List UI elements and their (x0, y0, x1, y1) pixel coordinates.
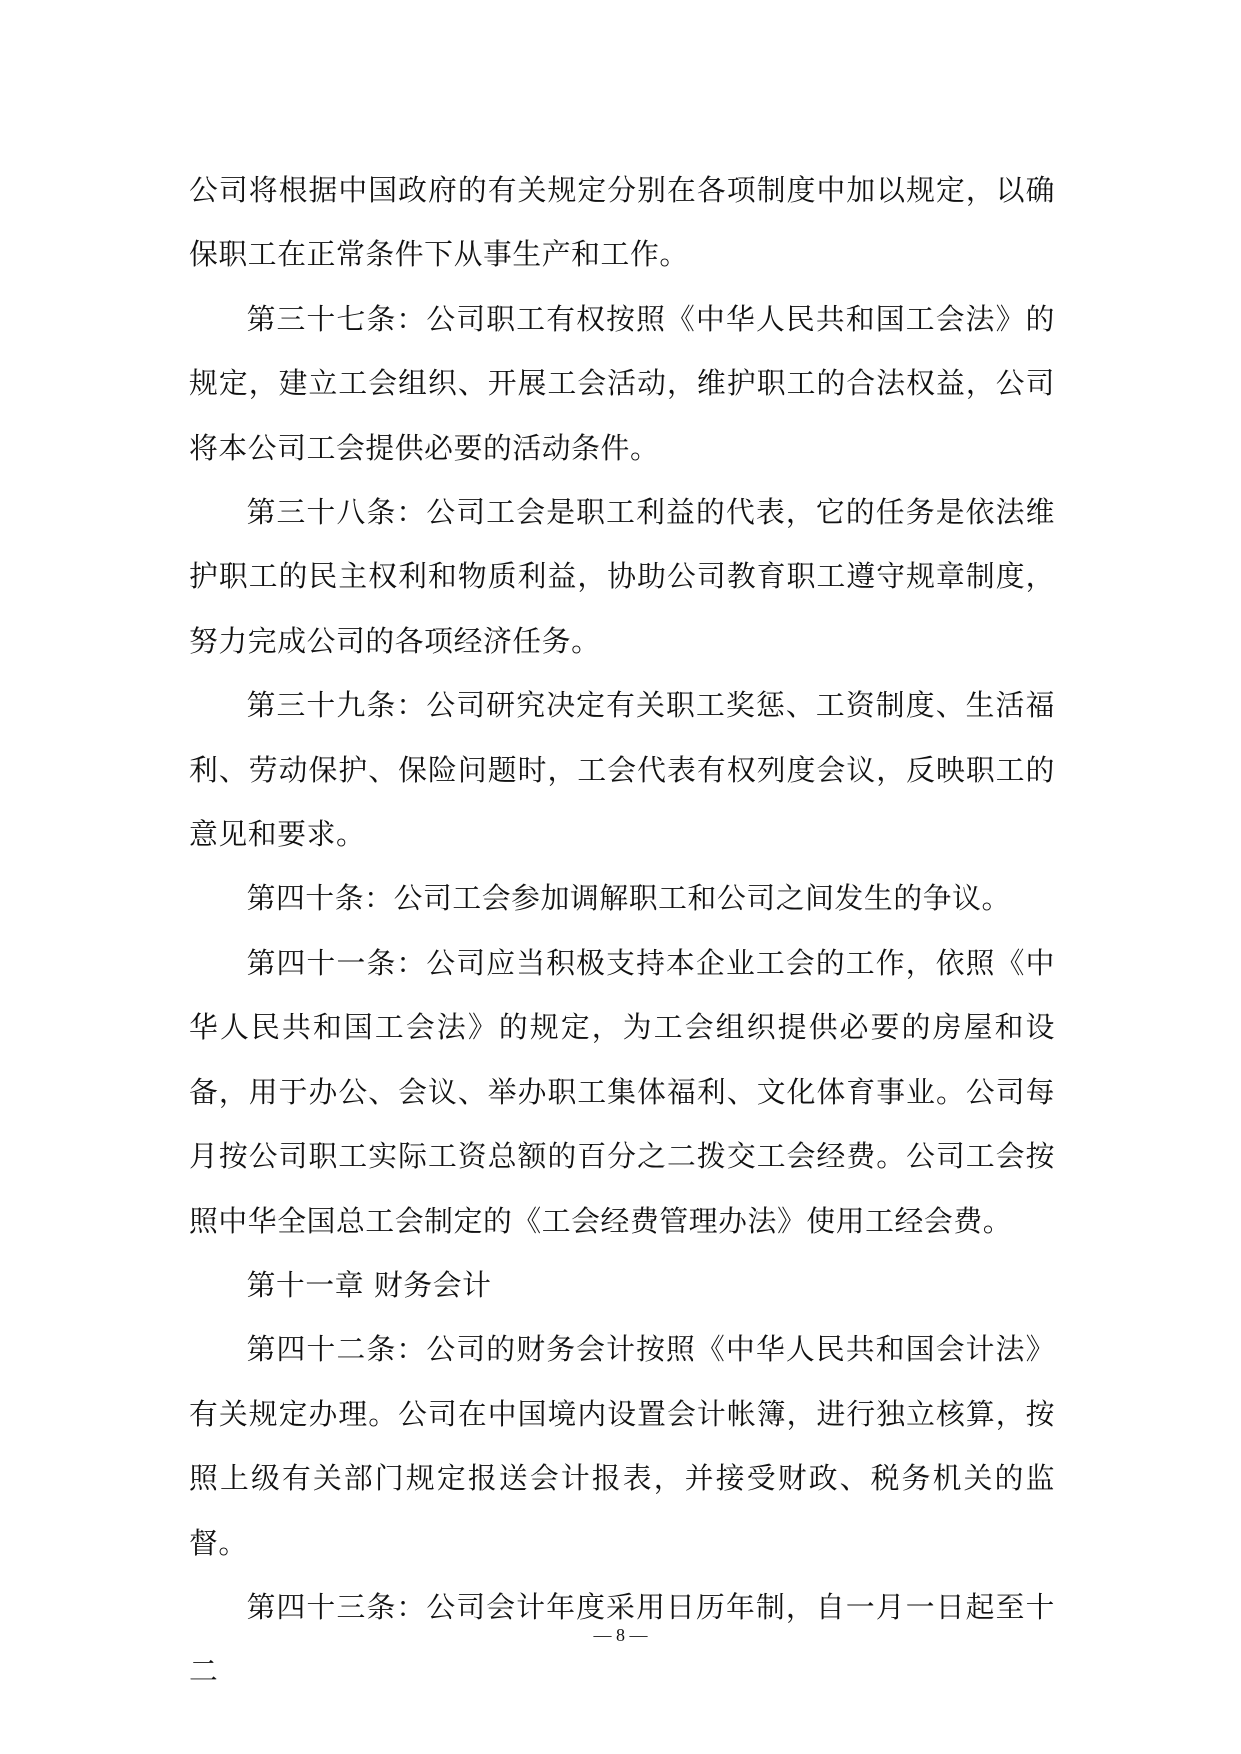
paragraph-continuation: 公司将根据中国政府的有关规定分别在各项制度中加以规定，以确保职工在正常条件下从事生产和工作。 (189, 173, 1055, 272)
article-39: 第三十九条：公司研究决定有关职工奖惩、工资制度、生活福利、劳动保护、保险问题时，工会代表有权列度会议，反映职工的意见和要求。 (189, 688, 1055, 852)
article-43: 第四十三条：公司会计年度采用日历年制，自一月一日起至十二 (189, 1589, 1055, 1689)
article-42: 第四十二条：公司的财务会计按照《中华人民共和国会计法》有关规定办理。公司在中国境内设置会计帐簿，进行独立核算，按照上级有关部门规定报送会计报表，并接受财政、税务机关的监督。 (189, 1332, 1055, 1560)
article-37: 第三十七条：公司职工有权按照《中华人民共和国工会法》的规定，建立工会组织、开展工会活动，维护职工的合法权益，公司将本公司工会提供必要的活动条件。 (189, 301, 1055, 465)
document-body (189, 158, 1055, 1704)
article-41: 第四十一条：公司应当积极支持本企业工会的工作，依照《中华人民共和国工会法》的规定，为工会组织提供必要的房屋和设备，用于办公、会议、举办职工集体福利、文化体育事业。公司每月按公司职工实际工资总额的百分之二拨交工会经费。公司工会按照中华全国总工会制定的《工会经费管理办法》使用工经会费。 (189, 945, 1055, 1238)
page-number: — 8 — (593, 1625, 648, 1645)
chapter-11-heading: 第十一章 财务会计 (246, 1267, 492, 1302)
article-38: 第三十八条：公司工会是职工利益的代表，它的任务是依法维护职工的民主权利和物质利益，协助公司教育职工遵守规章制度，努力完成公司的各项经济任务。 (189, 495, 1055, 658)
article-40: 第四十条：公司工会参加调解职工和公司之间发生的争议。 (246, 881, 1011, 916)
